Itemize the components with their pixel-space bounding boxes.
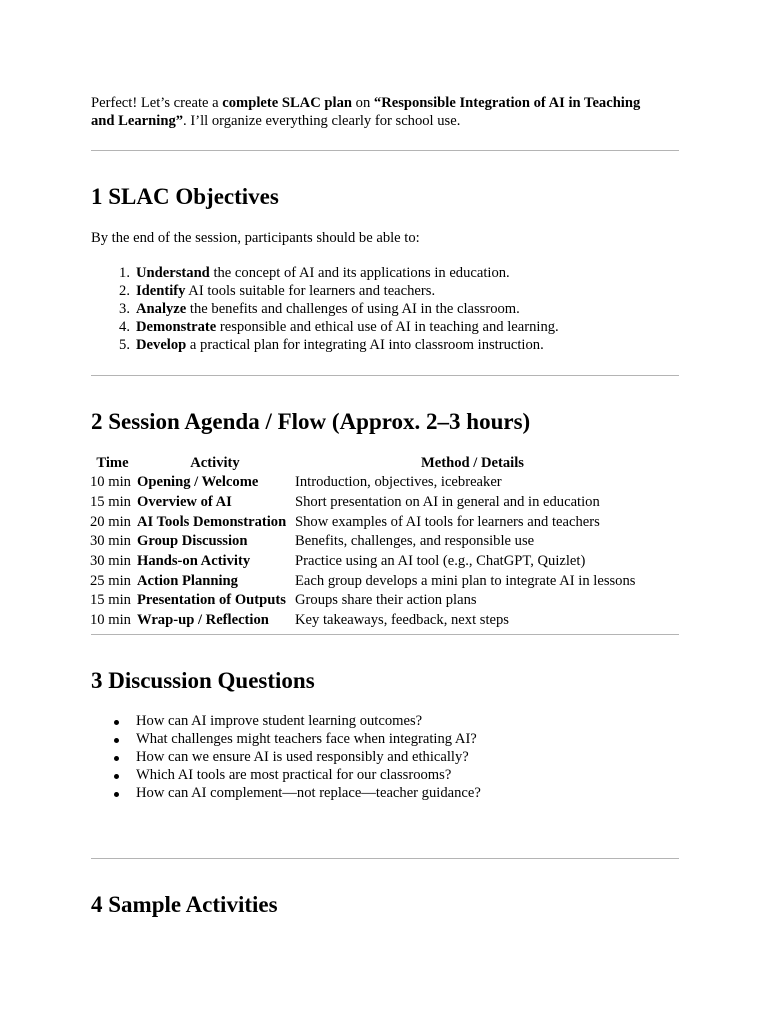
question-text: How can we ensure AI is used responsibly and ethically? <box>136 748 469 765</box>
cell-activity: Opening / Welcome <box>137 474 259 491</box>
cell-method: Show examples of AI tools for learners and teachers <box>295 513 600 530</box>
cell-time: 15 min <box>90 592 131 609</box>
table-row <box>89 611 651 631</box>
question-text: How can AI complement—not replace—teacher guidance? <box>136 784 481 801</box>
intro-bold-plan: complete SLAC plan <box>222 95 352 111</box>
list-item <box>91 319 679 337</box>
objectives-lead: By the end of the session, participants should be able to: <box>91 230 420 246</box>
divider <box>91 375 679 376</box>
intro-text: on <box>352 95 374 111</box>
cell-time: 15 min <box>90 494 131 511</box>
cell-activity: Group Discussion <box>137 533 248 550</box>
list-number: 1. <box>119 265 130 281</box>
cell-time: 25 min <box>90 572 131 589</box>
list-item <box>91 749 679 767</box>
list-item <box>91 731 679 749</box>
intro-text: Perfect! Let’s create a <box>91 95 223 111</box>
cell-time: 10 min <box>90 474 131 491</box>
section-heading-activities: 4 Sample Activities <box>91 892 278 917</box>
cell-activity: Wrap-up / Reflection <box>137 612 269 629</box>
divider <box>91 150 679 151</box>
list-item <box>91 301 679 319</box>
section-heading-discussion: 3 Discussion Questions <box>91 668 315 693</box>
cell-method: Introduction, objectives, icebreaker <box>295 474 502 491</box>
bullet-icon <box>114 792 119 797</box>
table-row <box>89 473 651 493</box>
cell-method: Key takeaways, feedback, next steps <box>295 612 509 629</box>
cell-method: Each group develops a mini plan to integrate AI in lessons <box>295 572 636 589</box>
table-row <box>89 591 651 611</box>
cell-method: Benefits, challenges, and responsible use <box>295 533 535 550</box>
cell-time: 30 min <box>90 553 131 570</box>
question-text: How can AI improve student learning outcomes? <box>136 713 423 729</box>
list-number: 2. <box>119 282 130 299</box>
objective-verb: Demonstrate <box>136 318 217 335</box>
list-number: 5. <box>119 336 130 353</box>
objective-text: the concept of AI and its applications in education. <box>209 265 510 281</box>
table-row <box>89 571 651 591</box>
cell-method: Practice using an AI tool (e.g., ChatGPT, Quizlet) <box>295 553 586 570</box>
list-item <box>91 713 679 731</box>
list-item <box>91 767 679 785</box>
cell-method: Short presentation on AI in general and in education <box>295 494 600 511</box>
list-item <box>91 337 679 355</box>
intro-line-2 <box>91 112 460 130</box>
cell-time: 20 min <box>90 513 131 530</box>
objective-verb: Analyze <box>136 300 187 317</box>
objective-verb: Develop <box>136 336 187 353</box>
table-row <box>89 493 651 513</box>
list-item <box>91 785 679 803</box>
intro-text: . I’ll organize everything clearly for school use. <box>183 113 461 129</box>
objective-text: the benefits and challenges of using AI in the classroom. <box>186 300 520 317</box>
section-heading-agenda: 2 Session Agenda / Flow (Approx. 2–3 hours) <box>91 409 531 434</box>
discussion-list <box>91 713 679 803</box>
intro-bold-title-end: and Learning” <box>91 113 184 129</box>
cell-activity: Hands-on Activity <box>137 553 251 570</box>
objective-text: responsible and ethical use of AI in teaching and learning. <box>216 318 559 335</box>
cell-time: 30 min <box>90 533 131 550</box>
bullet-icon <box>114 720 119 725</box>
cell-activity: Presentation of Outputs <box>137 592 286 609</box>
column-header-time: Time <box>96 454 129 471</box>
question-text: What challenges might teachers face when integrating AI? <box>136 730 477 747</box>
list-item <box>91 283 679 301</box>
intro-line-1 <box>91 94 640 112</box>
divider <box>91 858 679 859</box>
bullet-icon <box>114 756 119 761</box>
intro-bold-title: “Responsible Integration of AI in Teaching <box>373 95 641 111</box>
section-heading-objectives: 1 SLAC Objectives <box>91 184 279 209</box>
agenda-table <box>89 453 651 631</box>
list-item <box>91 265 679 283</box>
objective-text: a practical plan for integrating AI into classroom instruction. <box>186 336 544 353</box>
column-header-activity: Activity <box>190 454 240 471</box>
cell-activity: Overview of AI <box>137 494 232 511</box>
cell-activity: AI Tools Demonstration <box>137 513 287 530</box>
cell-time: 10 min <box>90 612 131 629</box>
table-header-row <box>89 453 651 473</box>
objective-verb: Understand <box>136 265 210 281</box>
table-row <box>89 552 651 572</box>
list-number: 4. <box>119 318 130 335</box>
bullet-icon <box>114 738 119 743</box>
cell-activity: Action Planning <box>137 572 238 589</box>
list-number: 3. <box>119 300 130 317</box>
column-header-method: Method / Details <box>421 454 524 471</box>
divider <box>91 634 679 635</box>
table-row <box>89 532 651 552</box>
objective-text: AI tools suitable for learners and teachers. <box>185 282 436 299</box>
question-text: Which AI tools are most practical for our classrooms? <box>136 766 452 783</box>
bullet-icon <box>114 774 119 779</box>
objectives-list <box>91 265 679 355</box>
cell-method: Groups share their action plans <box>295 592 477 609</box>
objective-verb: Identify <box>136 282 186 299</box>
table-row <box>89 512 651 532</box>
